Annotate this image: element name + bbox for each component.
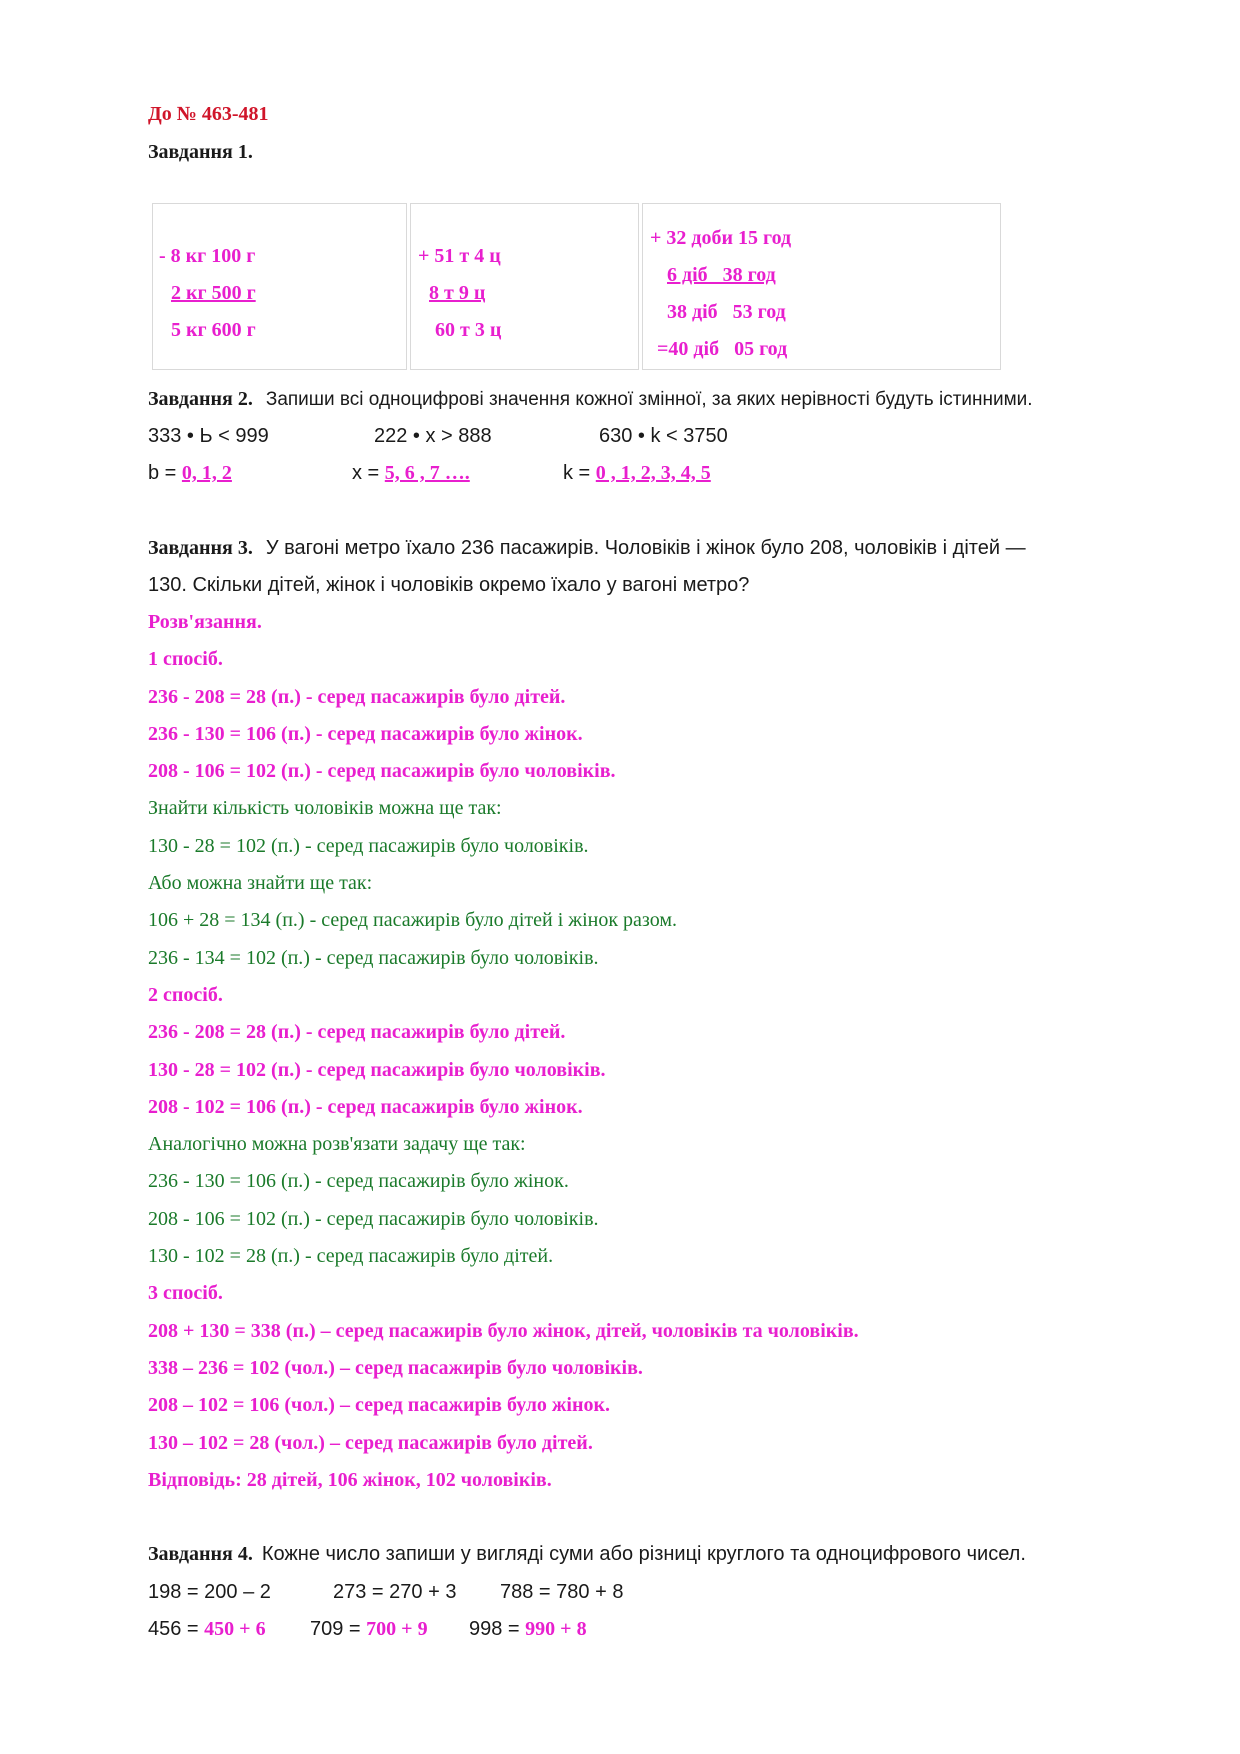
cell1-line1: - 8 кг 100 г (159, 245, 256, 267)
cell2-line2: 8 т 9 ц (429, 282, 486, 304)
task4-row1-2: 273 = 270 + 3 (333, 1581, 457, 1603)
task2-ineq-3: 630 • k < 3750 (599, 425, 728, 447)
task4-row2-2 (310, 1616, 428, 1642)
task4-row1-3: 788 = 780 + 8 (500, 1581, 624, 1603)
method3-label: 3 спосіб. (148, 1282, 223, 1304)
task3-heading (148, 535, 1026, 561)
task2-text: Запиши всі одноцифрові значення кожної змінної, за яких нерівності будуть істинними. (265, 389, 1033, 410)
task2-answer-k (563, 460, 711, 486)
cell3-line1: + 32 доби 15 год (650, 227, 792, 249)
alt2-line-2: 236 - 134 = 102 (п.) - серед пасажирів було чоловіків. (148, 947, 599, 969)
row2-2-value: 700 + 9 (366, 1618, 428, 1640)
answer-b-value: 0, 1, 2 (181, 462, 232, 484)
task2-answer-x (352, 460, 470, 486)
task3-text1: У вагоні метро їхало 236 пасажирів. Чоловіків і жінок було 208, чоловіків і дітей — (265, 537, 1026, 559)
method1-line-1: 236 - 208 = 28 (п.) - серед пасажирів було дітей. (148, 686, 566, 708)
answer-x-label: х = (352, 462, 385, 484)
alt3-line-2: 208 - 106 = 102 (п.) - серед пасажирів було чоловіків. (148, 1208, 599, 1230)
task3-title: Завдання 3. (148, 537, 253, 559)
method3-line-4: 130 – 102 = 28 (чол.) – серед пасажирів було дітей. (148, 1432, 593, 1454)
cell3-line4: =40 діб 05 год (657, 338, 788, 360)
method3-line-3: 208 – 102 = 106 (чол.) – серед пасажирів було жінок. (148, 1394, 611, 1416)
task4-heading (148, 1541, 1026, 1567)
cell2-line1: + 51 т 4 ц (418, 245, 501, 267)
alt1-line: 130 - 28 = 102 (п.) - серед пасажирів було чоловіків. (148, 835, 589, 857)
row2-1-value: 450 + 6 (204, 1618, 266, 1640)
task2-title: Завдання 2. (148, 388, 253, 410)
alt2-line-1: 106 + 28 = 134 (п.) - серед пасажирів було дітей і жінок разом. (148, 909, 677, 931)
task4-row2-1 (148, 1616, 266, 1642)
task4-row1-1: 198 = 200 – 2 (148, 1581, 271, 1603)
task2-ineq-1: 333 • Ь < 999 (148, 425, 269, 447)
answer-x-value: 5, 6 , 7 …. (384, 462, 470, 484)
method2-line-1: 236 - 208 = 28 (п.) - серед пасажирів було дітей. (148, 1021, 566, 1043)
method1-label: 1 спосіб. (148, 648, 223, 670)
answer-k-label: k = (563, 462, 596, 484)
method2-label: 2 спосіб. (148, 984, 223, 1006)
answer-k-value: 0 , 1, 2, 3, 4, 5 (595, 462, 711, 484)
cell3-line3: 38 діб 53 год (667, 301, 786, 323)
alt2-title: Або можна знайти ще так: (148, 872, 373, 894)
task2-ineq-2: 222 • х > 888 (374, 425, 492, 447)
task2-answer-b (148, 460, 232, 486)
method2-line-3: 208 - 102 = 106 (п.) - серед пасажирів було жінок. (148, 1096, 583, 1118)
task4-title: Завдання 4. (148, 1543, 253, 1565)
row2-3-label: 998 = (469, 1618, 526, 1640)
task1-title: Завдання 1. (148, 141, 253, 163)
cell3-line2: 6 діб 38 год (667, 264, 776, 286)
row2-1-label: 456 = (148, 1618, 205, 1640)
cell1-line2: 2 кг 500 г (171, 282, 256, 304)
method1-line-3: 208 - 106 = 102 (п.) - серед пасажирів було чоловіків. (148, 760, 616, 782)
cell2-line3: 60 т 3 ц (435, 319, 502, 341)
exercise-reference: До № 463-481 (148, 103, 269, 125)
row2-2-label: 709 = (310, 1618, 367, 1640)
method2-line-2: 130 - 28 = 102 (п.) - серед пасажирів було чоловіків. (148, 1059, 606, 1081)
alt3-line-1: 236 - 130 = 106 (п.) - серед пасажирів було жінок. (148, 1170, 569, 1192)
task2-heading (148, 386, 1033, 413)
answer-b-label: b = (148, 462, 182, 484)
alt1-title: Знайти кількість чоловіків можна ще так: (148, 797, 502, 819)
alt3-title: Аналогічно можна розв'язати задачу ще так: (148, 1133, 526, 1155)
method3-line-2: 338 – 236 = 102 (чол.) – серед пасажирів було чоловіків. (148, 1357, 643, 1379)
row2-3-value: 990 + 8 (525, 1618, 587, 1640)
cell1-line3: 5 кг 600 г (171, 319, 256, 341)
task4-text: Кожне число запиши у вигляді суми або різниці круглого та одноцифрового чисел. (261, 1543, 1026, 1565)
task3-answer: Відповідь: 28 дітей, 106 жінок, 102 чоловіків. (148, 1469, 552, 1491)
method3-line-1: 208 + 130 = 338 (п.) – серед пасажирів було жінок, дітей, чоловіків та чоловіків. (148, 1320, 859, 1342)
alt3-line-3: 130 - 102 = 28 (п.) - серед пасажирів було дітей. (148, 1245, 554, 1267)
solution-label: Розв'язання. (148, 611, 262, 633)
task3-text2: 130. Скільки дітей, жінок і чоловіків окремо їхало у вагоні метро? (148, 574, 750, 596)
method1-line-2: 236 - 130 = 106 (п.) - серед пасажирів було жінок. (148, 723, 583, 745)
task4-row2-3 (469, 1616, 587, 1642)
